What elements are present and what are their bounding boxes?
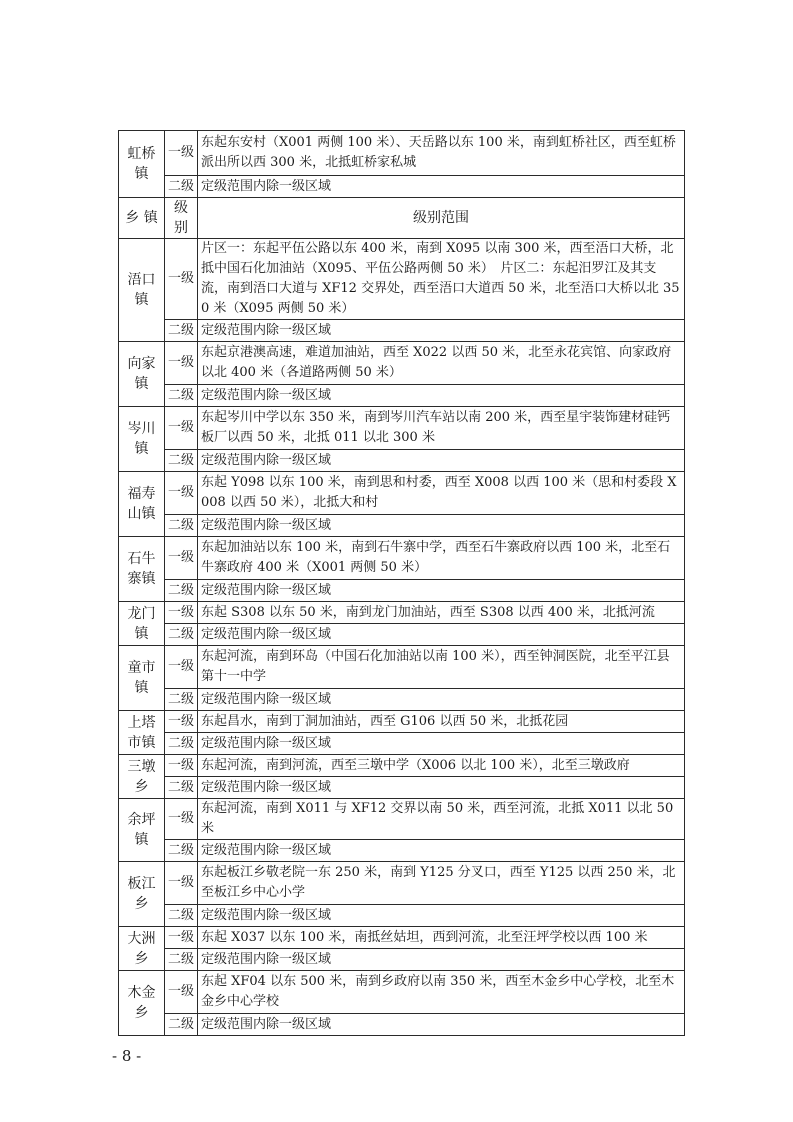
table-row [119, 407, 685, 450]
town-name: 浯口镇 [119, 239, 165, 342]
header-scope: 级别范围 [198, 198, 685, 239]
grade-scope: 定级范围内除一级区域 [198, 320, 685, 342]
grade-scope: 东起 XF04 以东 500 米，南到乡政府以南 350 米，西至木金乡中心学校，北至木金乡中心学校 [198, 971, 685, 1014]
grade-scope: 定级范围内除一级区域 [198, 949, 685, 971]
grade-level: 二级 [165, 949, 198, 971]
grade-scope: 定级范围内除一级区域 [198, 624, 685, 646]
table-row [119, 949, 685, 971]
grade-scope: 东起东安村（X001 两侧 100 米）、天岳路以东 100 米，南到虹桥社区，西至虹桥派出所以西 300 米，北抵虹桥家私城 [198, 131, 685, 176]
town-name: 福寿山镇 [119, 472, 165, 537]
grade-level: 二级 [165, 580, 198, 602]
land-grade-table [118, 130, 685, 1036]
town-name: 上塔市镇 [119, 711, 165, 755]
grade-scope: 定级范围内除一级区域 [198, 450, 685, 472]
grade-scope: 东起河流，南到 X011 与 XF12 交界以南 50 米，西至河流，北抵 X011 以北 50 米 [198, 799, 685, 840]
grade-level: 一级 [165, 131, 198, 176]
table-row [119, 905, 685, 927]
table-row [119, 971, 685, 1014]
table-header-row [119, 198, 685, 239]
town-name: 板江乡 [119, 862, 165, 927]
grade-level: 二级 [165, 689, 198, 711]
grade-scope: 东起板江乡敬老院一东 250 米，南到 Y125 分叉口，西至 Y125 以西 250 米，北至板江乡中心小学 [198, 862, 685, 905]
table-row [119, 342, 685, 385]
grade-level: 一级 [165, 602, 198, 624]
grade-scope: 定级范围内除一级区域 [198, 385, 685, 407]
grade-level: 一级 [165, 799, 198, 840]
grade-level: 一级 [165, 407, 198, 450]
table-row [119, 689, 685, 711]
town-name: 木金乡 [119, 971, 165, 1036]
grade-level: 二级 [165, 733, 198, 755]
header-town: 乡 镇 [119, 198, 165, 239]
town-name: 龙门镇 [119, 602, 165, 646]
grade-scope: 定级范围内除一级区域 [198, 840, 685, 862]
grade-scope: 定级范围内除一级区域 [198, 515, 685, 537]
grade-scope: 定级范围内除一级区域 [198, 580, 685, 602]
table-row [119, 320, 685, 342]
grade-scope: 定级范围内除一级区域 [198, 733, 685, 755]
table-row [119, 239, 685, 320]
town-name: 三墩乡 [119, 755, 165, 799]
table-row [119, 711, 685, 733]
grade-level: 二级 [165, 450, 198, 472]
table-row [119, 515, 685, 537]
town-name: 向家镇 [119, 342, 165, 407]
table-row [119, 862, 685, 905]
grade-scope: 定级范围内除一级区域 [198, 689, 685, 711]
grade-scope: 定级范围内除一级区域 [198, 1014, 685, 1036]
table-row [119, 472, 685, 515]
table-row [119, 1014, 685, 1036]
grade-level: 一级 [165, 711, 198, 733]
town-name: 岑川镇 [119, 407, 165, 472]
grade-scope: 东起岑川中学以东 350 米，南到岑川汽车站以南 200 米，西至星宇装饰建材硅钙板厂以西 50 米，北抵 011 以北 300 米 [198, 407, 685, 450]
grade-scope: 东起河流，南到河流，西至三墩中学（X006 以北 100 米），北至三墩政府 [198, 755, 685, 777]
table-row [119, 840, 685, 862]
grade-scope: 片区一：东起平伍公路以东 400 米，南到 X095 以南 300 米，西至浯口大桥，北抵中国石化加油站（X095、平伍公路两侧 50 米） 片区二：东起汨罗江及其支流，南到浯口大道与 XF12 交界处，西至浯口大道西 50 米，北至浯口大桥以北 350 米（X095 两侧 50 米） [198, 239, 685, 320]
grade-level: 二级 [165, 385, 198, 407]
town-name: 石牛寨镇 [119, 537, 165, 602]
grade-scope: 东起加油站以东 100 米，南到石牛寨中学，西至石牛寨政府以西 100 米，北至石牛寨政府 400 米（X001 两侧 50 米） [198, 537, 685, 580]
grade-level: 一级 [165, 537, 198, 580]
table-row [119, 777, 685, 799]
table-row [119, 755, 685, 777]
table-row [119, 385, 685, 407]
table-row [119, 176, 685, 198]
grade-level: 一级 [165, 971, 198, 1014]
town-name: 虹桥镇 [119, 131, 165, 198]
table-row [119, 927, 685, 949]
grade-level: 二级 [165, 1014, 198, 1036]
grade-scope: 东起 Y098 以东 100 米，南到思和村委，西至 X008 以西 100 米（思和村委段 X008 以西 50 米），北抵大和村 [198, 472, 685, 515]
grade-level: 二级 [165, 840, 198, 862]
grade-scope: 定级范围内除一级区域 [198, 905, 685, 927]
grade-level: 一级 [165, 862, 198, 905]
table-row [119, 799, 685, 840]
grade-level: 二级 [165, 777, 198, 799]
table-row [119, 537, 685, 580]
town-name: 大洲乡 [119, 927, 165, 971]
table-row [119, 450, 685, 472]
grade-level: 一级 [165, 646, 198, 689]
grade-scope: 东起河流，南到环岛（中国石化加油站以南 100 米），西至钟洞医院，北至平江县第十一中学 [198, 646, 685, 689]
table-row [119, 602, 685, 624]
grade-level: 二级 [165, 320, 198, 342]
town-name: 童市镇 [119, 646, 165, 711]
town-name: 余坪镇 [119, 799, 165, 862]
grade-scope: 东起京港澳高速，难道加油站，西至 X022 以西 50 米，北至永花宾馆、向家政府以北 400 米（各道路两侧 50 米） [198, 342, 685, 385]
grade-level: 一级 [165, 342, 198, 385]
grade-scope: 定级范围内除一级区域 [198, 777, 685, 799]
table-row [119, 624, 685, 646]
grade-scope: 东起昌水，南到丁洞加油站，西至 G106 以西 50 米，北抵花园 [198, 711, 685, 733]
page-number: - 8 - [112, 1047, 142, 1065]
grade-level: 二级 [165, 515, 198, 537]
grade-level: 二级 [165, 905, 198, 927]
grade-level: 一级 [165, 755, 198, 777]
grade-scope: 东起 S308 以东 50 米，南到龙门加油站，西至 S308 以西 400 米，北抵河流 [198, 602, 685, 624]
grade-level: 二级 [165, 176, 198, 198]
header-level: 级别 [165, 198, 198, 239]
table-row [119, 580, 685, 602]
table-row [119, 733, 685, 755]
grade-level: 一级 [165, 472, 198, 515]
table-row [119, 646, 685, 689]
grade-level: 一级 [165, 927, 198, 949]
grade-scope: 定级范围内除一级区域 [198, 176, 685, 198]
grade-level: 二级 [165, 624, 198, 646]
grade-level: 一级 [165, 239, 198, 320]
table-row [119, 131, 685, 176]
grade-scope: 东起 X037 以东 100 米，南抵丝姑坦，西到河流，北至汪坪学校以西 100 米 [198, 927, 685, 949]
